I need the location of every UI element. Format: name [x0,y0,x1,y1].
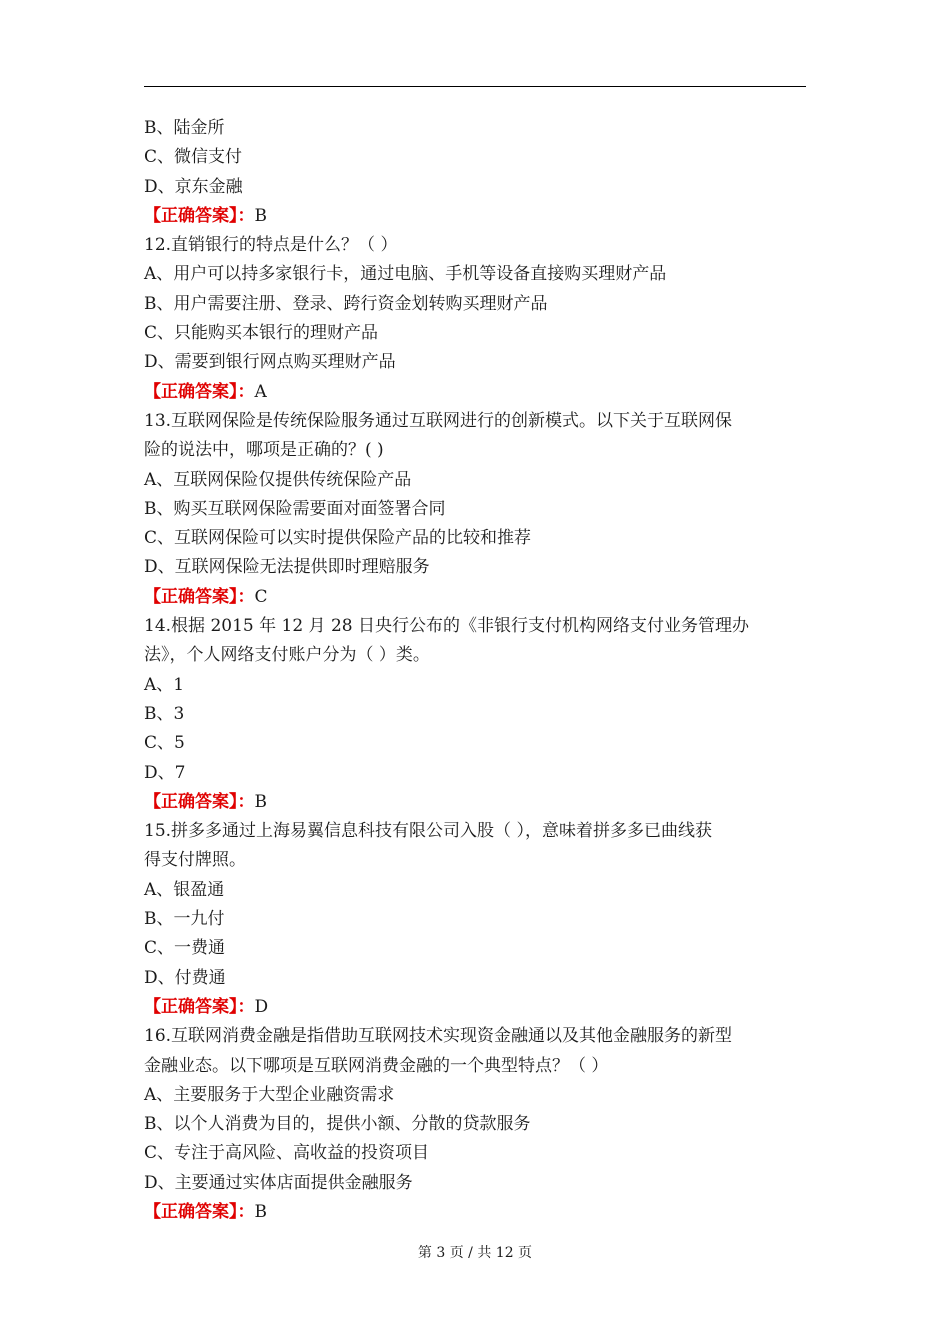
question-text: 法》，个人网络支付账户分为（ ）类。 [144,645,430,666]
question-text: 16.互联网消费金融是指借助互联网技术实现资金融通以及其他金融服务的新型 [144,1026,733,1047]
option-text: C、一费通 [144,938,226,959]
answer-label: 【正确答案】： [144,791,255,812]
answer-value: D [254,996,269,1017]
option-text: B、以个人消费为目的，提供小额、分散的贷款服务 [144,1114,531,1135]
answer-label: 【正确答案】： [144,996,255,1017]
option-text: D、付费通 [144,967,226,988]
answer-line [144,993,806,1022]
option-text: A、1 [144,674,185,695]
question-text: 险的说法中，哪项是正确的？( ) [144,440,384,461]
option-text: D、主要通过实体店面提供金融服务 [144,1172,413,1193]
answer-line [144,788,806,817]
answer-value: B [254,1201,267,1222]
option-text: A、主要服务于大型企业融资需求 [144,1084,395,1105]
answer-label: 【正确答案】： [144,205,255,226]
question-text: 得支付牌照。 [144,850,246,871]
page-footer: 第 3 页 / 共 12 页 [417,1245,533,1261]
answer-value: B [254,205,267,226]
option-text: C、专注于高风险、高收益的投资项目 [144,1143,430,1164]
question-text: 13.互联网保险是传统保险服务通过互联网进行的创新模式。以下关于互联网保 [144,410,733,431]
answer-label: 【正确答案】： [144,586,255,607]
option-text: B、3 [144,703,185,724]
option-text: C、微信支付 [144,147,243,168]
option-text: B、一九付 [144,909,225,930]
answer-label: 【正确答案】： [144,1201,255,1222]
option-text: C、只能购买本银行的理财产品 [144,323,379,344]
option-text: D、京东金融 [144,176,243,197]
question-text: 15.拼多多通过上海易翼信息科技有限公司入股（ ），意味着拼多多已曲线获 [144,821,712,842]
option-text: A、用户可以持多家银行卡，通过电脑、手机等设备直接购买理财产品 [144,264,667,285]
answer-line [144,378,806,407]
question-text: 金融业态。以下哪项是互联网消费金融的一个典型特点？（ ） [144,1055,609,1076]
option-text: D、7 [144,762,186,783]
option-text: B、用户需要注册、登录、跨行资金划转购买理财产品 [144,293,548,314]
answer-line [144,583,806,612]
answer-value: C [254,586,268,607]
option-text: A、银盈通 [144,879,225,900]
option-text: C、互联网保险可以实时提供保险产品的比较和推荐 [144,528,532,549]
question-text: 12.直销银行的特点是什么？（ ） [144,235,398,256]
answer-label: 【正确答案】： [144,381,255,402]
option-text: D、需要到银行网点购买理财产品 [144,352,396,373]
page-body [144,114,806,1227]
answer-value: A [254,381,267,402]
answer-line [144,1198,806,1227]
option-text: D、互联网保险无法提供即时理赔服务 [144,557,430,578]
option-text: A、互联网保险仅提供传统保险产品 [144,469,412,490]
question-text: 14.根据 2015 年 12 月 28 日央行公布的《非银行支付机构网络支付业务管理办 [144,616,749,637]
option-text: B、购买互联网保险需要面对面签署合同 [144,498,446,519]
option-text: B、陆金所 [144,118,225,138]
answer-line [144,202,806,231]
option-text: C、5 [144,733,185,754]
header-rule [144,86,806,87]
answer-value: B [254,791,267,812]
